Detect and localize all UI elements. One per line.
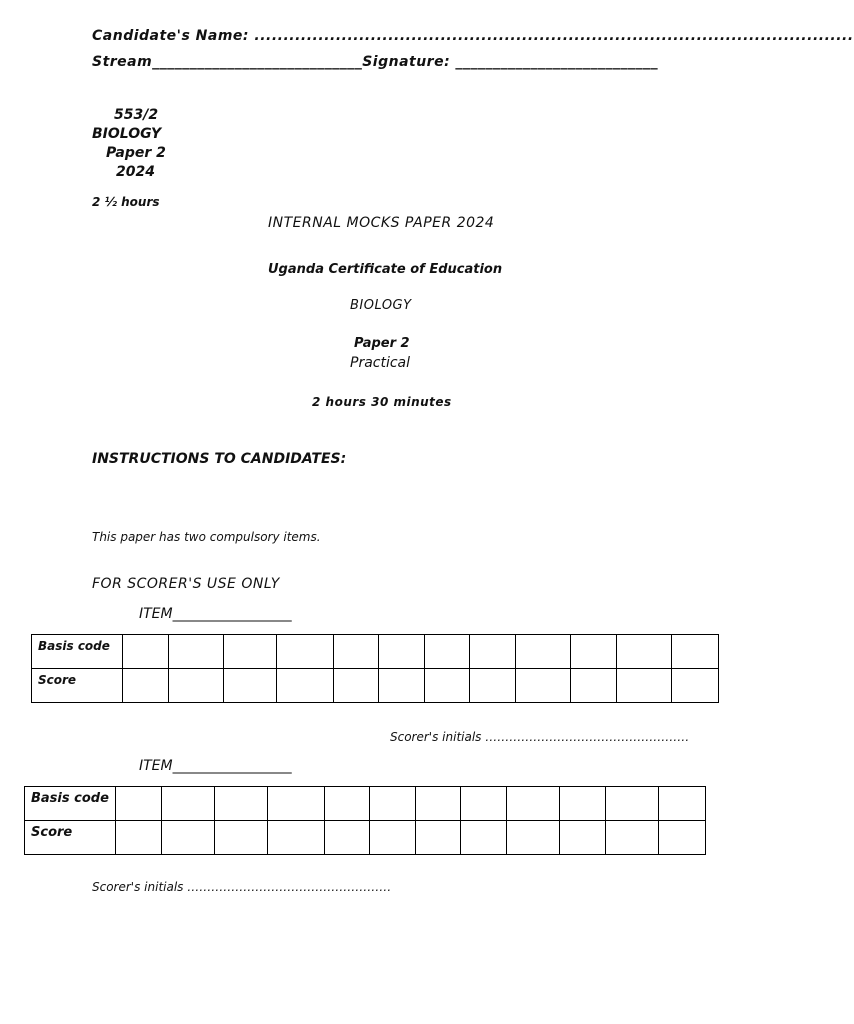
certificate-title: Uganda Certificate of Education xyxy=(268,262,503,277)
subject-label: BIOLOGY xyxy=(92,126,162,142)
score-cell[interactable] xyxy=(425,669,470,703)
subject-title: BIOLOGY xyxy=(350,298,412,313)
score-cell[interactable] xyxy=(116,821,162,855)
basis-cell[interactable] xyxy=(425,635,470,669)
score-cell[interactable] xyxy=(461,821,507,855)
basis-cell[interactable] xyxy=(470,635,516,669)
basis-code-row xyxy=(32,635,719,669)
basis-code-row xyxy=(25,787,706,821)
basis-cell[interactable] xyxy=(617,635,672,669)
basis-cell[interactable] xyxy=(162,787,215,821)
practical-title: Practical xyxy=(350,355,411,371)
score-table-2 xyxy=(24,786,706,855)
score-cell[interactable] xyxy=(672,669,719,703)
score-cell[interactable] xyxy=(470,669,516,703)
score-cell[interactable] xyxy=(334,669,379,703)
item-label-2: ITEM_________________ xyxy=(139,758,292,774)
basis-cell[interactable] xyxy=(461,787,507,821)
paper-label: Paper 2 xyxy=(106,145,166,161)
score-label: Score xyxy=(25,821,116,855)
basis-cell[interactable] xyxy=(325,787,370,821)
basis-cell[interactable] xyxy=(215,787,268,821)
duration-title: 2 hours 30 minutes xyxy=(312,395,452,409)
paper-code: 553/2 xyxy=(114,107,159,123)
exam-title: INTERNAL MOCKS PAPER 2024 xyxy=(268,215,495,231)
score-label: Score xyxy=(32,669,123,703)
score-cell[interactable] xyxy=(617,669,672,703)
score-cell[interactable] xyxy=(507,821,560,855)
basis-cell[interactable] xyxy=(334,635,379,669)
basis-cell[interactable] xyxy=(672,635,719,669)
instructions-heading: INSTRUCTIONS TO CANDIDATES: xyxy=(92,451,347,467)
basis-cell[interactable] xyxy=(224,635,277,669)
score-row xyxy=(25,821,706,855)
basis-cell[interactable] xyxy=(416,787,461,821)
score-cell[interactable] xyxy=(123,669,169,703)
basis-cell[interactable] xyxy=(560,787,606,821)
score-cell[interactable] xyxy=(606,821,659,855)
score-cell[interactable] xyxy=(268,821,325,855)
basis-cell[interactable] xyxy=(268,787,325,821)
item-label-1: ITEM_________________ xyxy=(139,606,292,622)
scorer-heading: FOR SCORER'S USE ONLY xyxy=(92,576,280,592)
score-cell[interactable] xyxy=(571,669,617,703)
scorer-initials-1: Scorer's initials …………………………………………… xyxy=(390,730,690,744)
basis-code-label: Basis code xyxy=(25,787,116,821)
score-cell[interactable] xyxy=(379,669,425,703)
score-cell[interactable] xyxy=(560,821,606,855)
score-cell[interactable] xyxy=(370,821,416,855)
basis-cell[interactable] xyxy=(606,787,659,821)
score-row xyxy=(32,669,719,703)
scorer-initials-2: Scorer's initials …………………………………………… xyxy=(92,880,392,894)
basis-cell[interactable] xyxy=(659,787,706,821)
paper-title: Paper 2 xyxy=(354,336,410,351)
basis-code-label: Basis code xyxy=(32,635,123,669)
basis-cell[interactable] xyxy=(516,635,571,669)
basis-cell[interactable] xyxy=(116,787,162,821)
score-cell[interactable] xyxy=(659,821,706,855)
score-cell[interactable] xyxy=(162,821,215,855)
score-cell[interactable] xyxy=(516,669,571,703)
score-cell[interactable] xyxy=(224,669,277,703)
score-cell[interactable] xyxy=(169,669,224,703)
score-cell[interactable] xyxy=(325,821,370,855)
candidate-name-line: Candidate's Name: ....................................................................................................... xyxy=(92,28,854,44)
basis-cell[interactable] xyxy=(370,787,416,821)
score-cell[interactable] xyxy=(277,669,334,703)
score-cell[interactable] xyxy=(215,821,268,855)
year-label: 2024 xyxy=(116,164,155,180)
instructions-text: This paper has two compulsory items. xyxy=(92,530,321,544)
duration-short: 2 ½ hours xyxy=(92,195,160,209)
basis-cell[interactable] xyxy=(277,635,334,669)
basis-cell[interactable] xyxy=(571,635,617,669)
score-table-1 xyxy=(31,634,719,703)
basis-cell[interactable] xyxy=(379,635,425,669)
stream-signature-line: Stream____________________________Signature: ___________________________ xyxy=(92,54,659,70)
basis-cell[interactable] xyxy=(123,635,169,669)
basis-cell[interactable] xyxy=(169,635,224,669)
basis-cell[interactable] xyxy=(507,787,560,821)
score-cell[interactable] xyxy=(416,821,461,855)
